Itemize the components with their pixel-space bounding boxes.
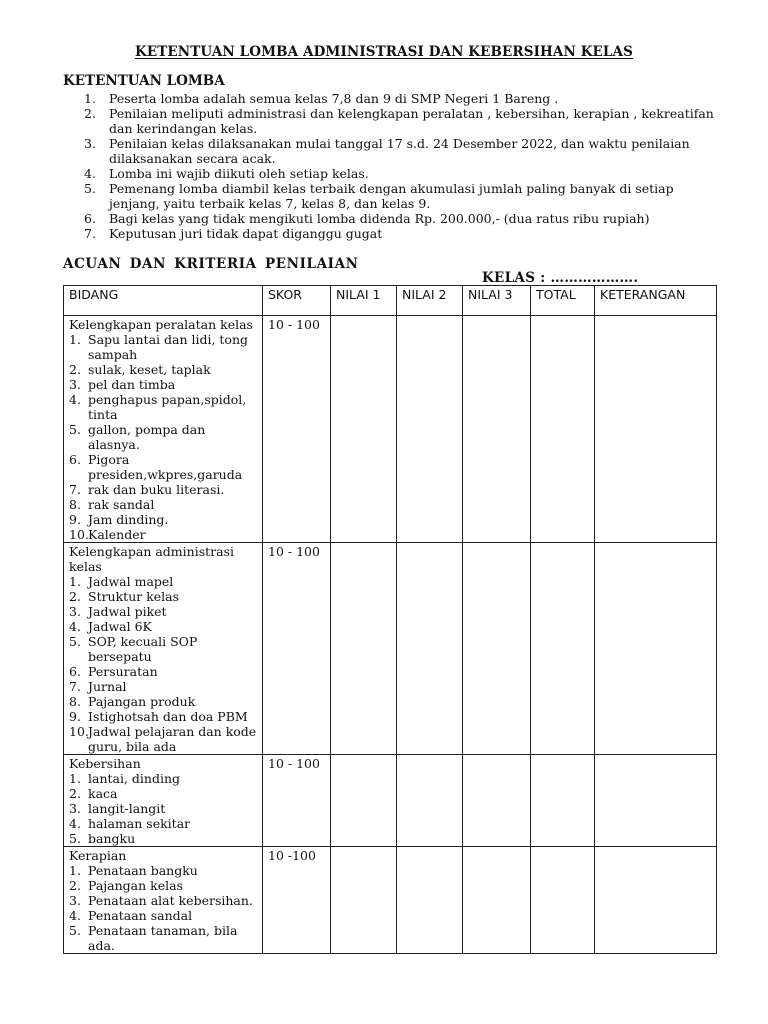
nilai-1-cell[interactable] [331, 755, 397, 847]
rule-item: 3. Penilaian kelas dilaksanakan mulai tanggal 17 s.d. 24 Desember 2022, dan waktu penilaian dilaksanakan secara acak. [84, 136, 690, 166]
list-item: 9. Jam dinding. [69, 512, 169, 527]
bidang-title: Kelengkapan administrasi kelas [69, 544, 234, 574]
list-item: 3. Penataan alat kebersihan. [69, 893, 253, 908]
nilai-3-cell[interactable] [463, 755, 531, 847]
list-item: 1. Jadwal mapel [69, 574, 174, 589]
table-row [64, 755, 717, 847]
keterangan-cell[interactable] [595, 316, 717, 543]
keterangan-cell[interactable] [595, 755, 717, 847]
list-item: 5. Penataan tanaman, bila ada. [69, 923, 238, 953]
nilai-2-cell[interactable] [397, 755, 463, 847]
nilai-3-cell[interactable] [463, 543, 531, 755]
list-item: 2. kaca [69, 786, 118, 801]
list-item: 4. Penataan sandal [69, 908, 193, 923]
table-row [64, 543, 717, 755]
total-cell[interactable] [531, 543, 595, 755]
nilai-3-cell[interactable] [463, 316, 531, 543]
col-header-skor: SKOR [263, 286, 331, 316]
list-item: 8. Pajangan produk [69, 694, 196, 709]
list-item: 8. rak sandal [69, 497, 155, 512]
nilai-2-cell[interactable] [397, 316, 463, 543]
list-item: 3. langit-langit [69, 801, 166, 816]
score-cell: 10 - 100 [263, 755, 331, 847]
list-item: 1. Sapu lantai dan lidi, tong sampah [69, 332, 249, 362]
bidang-cell [64, 543, 263, 755]
rule-item: 2. Penilaian meliputi administrasi dan kelengkapan peralatan , kebersihan, kerapian , kekreatifan dan kerindangan kelas. [84, 106, 714, 136]
bidang-cell [64, 847, 263, 954]
criteria-table [63, 285, 717, 954]
list-item: 4. penghapus papan,spidol, tinta [69, 392, 247, 422]
rule-item: 6. Bagi kelas yang tidak mengikuti lomba didenda Rp. 200.000,- (dua ratus ribu rupiah) [84, 211, 650, 226]
col-header-nilai-2: NILAI 2 [397, 286, 463, 316]
bidang-title: Kerapian [69, 848, 127, 863]
rule-item: 1. Peserta lomba adalah semua kelas 7,8 dan 9 di SMP Negeri 1 Bareng . [84, 91, 559, 106]
total-cell[interactable] [531, 755, 595, 847]
nilai-1-cell[interactable] [331, 543, 397, 755]
list-item: 10. Jadwal pelajaran dan kode guru, bila ada [69, 724, 257, 754]
rules-heading: KETENTUAN LOMBA [63, 73, 225, 89]
nilai-2-cell[interactable] [397, 543, 463, 755]
keterangan-cell[interactable] [595, 543, 717, 755]
score-cell: 10 -100 [263, 847, 331, 954]
list-item: 6. Persuratan [69, 664, 158, 679]
list-item: 2. sulak, keset, taplak [69, 362, 211, 377]
col-header-nilai-1: NILAI 1 [331, 286, 397, 316]
kelas-label: KELAS : ………………. [482, 270, 639, 286]
list-item: 4. halaman sekitar [69, 816, 191, 831]
rule-item: 5. Pemenang lomba diambil kelas terbaik dengan akumulasi jumlah paling banyak di setiap jenjang, yaitu terbaik kelas 7, kelas 8, dan kelas 9. [84, 181, 674, 211]
keterangan-cell[interactable] [595, 847, 717, 954]
total-cell[interactable] [531, 847, 595, 954]
nilai-1-cell[interactable] [331, 316, 397, 543]
list-item: 5. bangku [69, 831, 136, 846]
nilai-2-cell[interactable] [397, 847, 463, 954]
document-title: KETENTUAN LOMBA ADMINISTRASI DAN KEBERSIHAN KELAS [135, 44, 633, 60]
list-item: 1. lantai, dinding [69, 771, 181, 786]
bidang-cell [64, 755, 263, 847]
table-header-row [64, 286, 717, 316]
list-item: 2. Pajangan kelas [69, 878, 183, 893]
list-item: 6. Pigora presiden,wkpres,garuda [69, 452, 243, 482]
col-header-bidang: BIDANG [64, 286, 263, 316]
score-cell: 10 - 100 [263, 543, 331, 755]
table-row [64, 847, 717, 954]
criteria-heading: ACUAN DAN KRITERIA PENILAIAN [63, 256, 359, 272]
list-item: 7. Jurnal [69, 679, 127, 694]
table-row [64, 316, 717, 543]
rule-item: 4. Lomba ini wajib diikuti oleh setiap kelas. [84, 166, 369, 181]
bidang-title: Kelengkapan peralatan kelas [69, 317, 253, 332]
rules-list [84, 91, 724, 241]
list-item: 5. SOP, kecuali SOP bersepatu [69, 634, 198, 664]
rule-item: 7. Keputusan juri tidak dapat diganggu gugat [84, 226, 383, 241]
bidang-title: Kebersihan [69, 756, 141, 771]
nilai-1-cell[interactable] [331, 847, 397, 954]
list-item: 3. pel dan timba [69, 377, 176, 392]
nilai-3-cell[interactable] [463, 847, 531, 954]
col-header-total: TOTAL [531, 286, 595, 316]
score-cell: 10 - 100 [263, 316, 331, 543]
list-item: 10. Kalender [69, 527, 146, 542]
bidang-cell [64, 316, 263, 543]
list-item: 7. rak dan buku literasi. [69, 482, 225, 497]
list-item: 1. Penataan bangku [69, 863, 198, 878]
list-item: 9. Istighotsah dan doa PBM [69, 709, 248, 724]
col-header-keterangan: KETERANGAN [595, 286, 717, 316]
col-header-nilai-3: NILAI 3 [463, 286, 531, 316]
list-item: 4. Jadwal 6K [69, 619, 152, 634]
list-item: 2. Struktur kelas [69, 589, 180, 604]
list-item: 3. Jadwal piket [69, 604, 167, 619]
list-item: 5. gallon, pompa dan alasnya. [69, 422, 206, 452]
total-cell[interactable] [531, 316, 595, 543]
